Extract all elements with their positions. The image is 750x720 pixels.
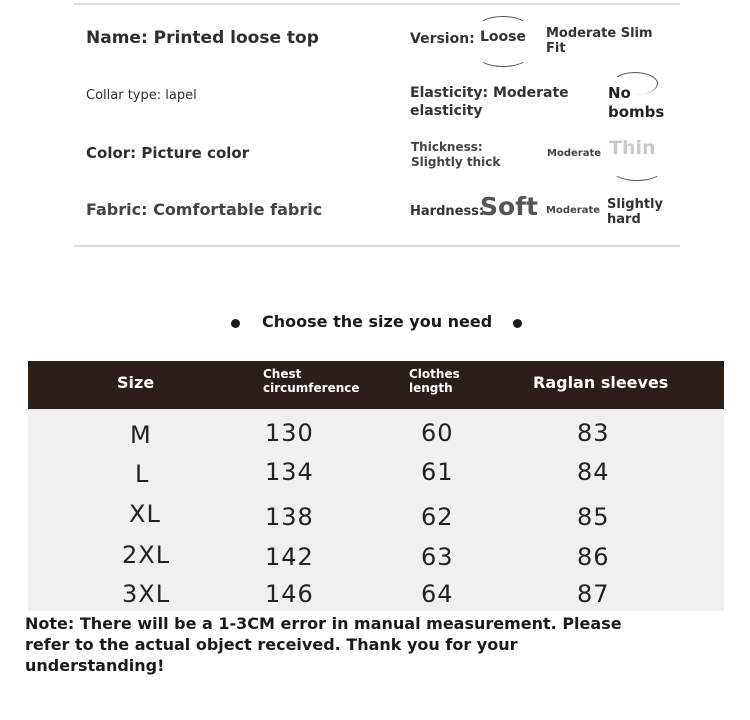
header-chest: Chest circumference [263, 367, 360, 395]
hardness-label: Hardness: [410, 204, 485, 219]
hardness-middle: Moderate [546, 205, 601, 216]
cell-size: 2XL [122, 541, 171, 569]
cell-sleeves: 87 [577, 580, 610, 608]
hardness-selected: Soft [480, 192, 539, 221]
version-label: Version: [410, 31, 475, 47]
cell-chest: 130 [265, 419, 314, 447]
loose-arc-bottom [478, 46, 528, 67]
cell-chest: 138 [265, 503, 314, 531]
color: Color: Picture color [86, 144, 250, 162]
cell-size: 3XL [122, 580, 171, 608]
elasticity-selected: No bombs [608, 84, 665, 121]
bullet-right [513, 319, 522, 328]
version-selected: Loose [480, 29, 526, 45]
size-table-header [28, 361, 724, 409]
cell-sleeves: 85 [577, 503, 610, 531]
cell-size: L [135, 460, 150, 488]
cell-length: 60 [421, 419, 454, 447]
top-divider [74, 3, 680, 5]
version-other: Moderate Slim Fit [546, 26, 653, 56]
cell-length: 61 [421, 458, 454, 486]
elasticity-label: Elasticity: Moderate elasticity [410, 85, 569, 119]
thickness-middle: Moderate [547, 148, 602, 159]
cell-chest: 142 [265, 543, 314, 571]
header-length: Clothes length [409, 367, 460, 395]
bullet-left [231, 319, 240, 328]
cell-length: 64 [421, 580, 454, 608]
product-name: Name: Printed loose top [86, 28, 319, 48]
hardness-other: Slightly hard [607, 197, 663, 227]
collar-type: Collar type: lapel [86, 88, 197, 103]
cell-size: XL [129, 500, 161, 528]
thickness-label: Thickness: Slightly thick [411, 140, 501, 169]
cell-sleeves: 83 [577, 419, 610, 447]
size-table-body [28, 409, 724, 611]
cell-size: M [130, 421, 152, 449]
cell-chest: 134 [265, 458, 314, 486]
header-size: Size [117, 373, 155, 392]
measurement-note: Note: There will be a 1-3CM error in manual measurement. Please refer to the actual object received. Thank you for your understanding! [25, 614, 622, 675]
header-sleeves: Raglan sleeves [533, 373, 669, 392]
cell-length: 62 [421, 503, 454, 531]
bottom-divider [74, 245, 680, 247]
cell-chest: 146 [265, 580, 314, 608]
cell-length: 63 [421, 543, 454, 571]
cell-sleeves: 86 [577, 543, 610, 571]
cell-sleeves: 84 [577, 458, 610, 486]
fabric: Fabric: Comfortable fabric [86, 200, 323, 219]
thin-arc [612, 160, 662, 181]
size-section-title: Choose the size you need [262, 312, 493, 331]
thickness-selected: Thin [609, 137, 656, 159]
